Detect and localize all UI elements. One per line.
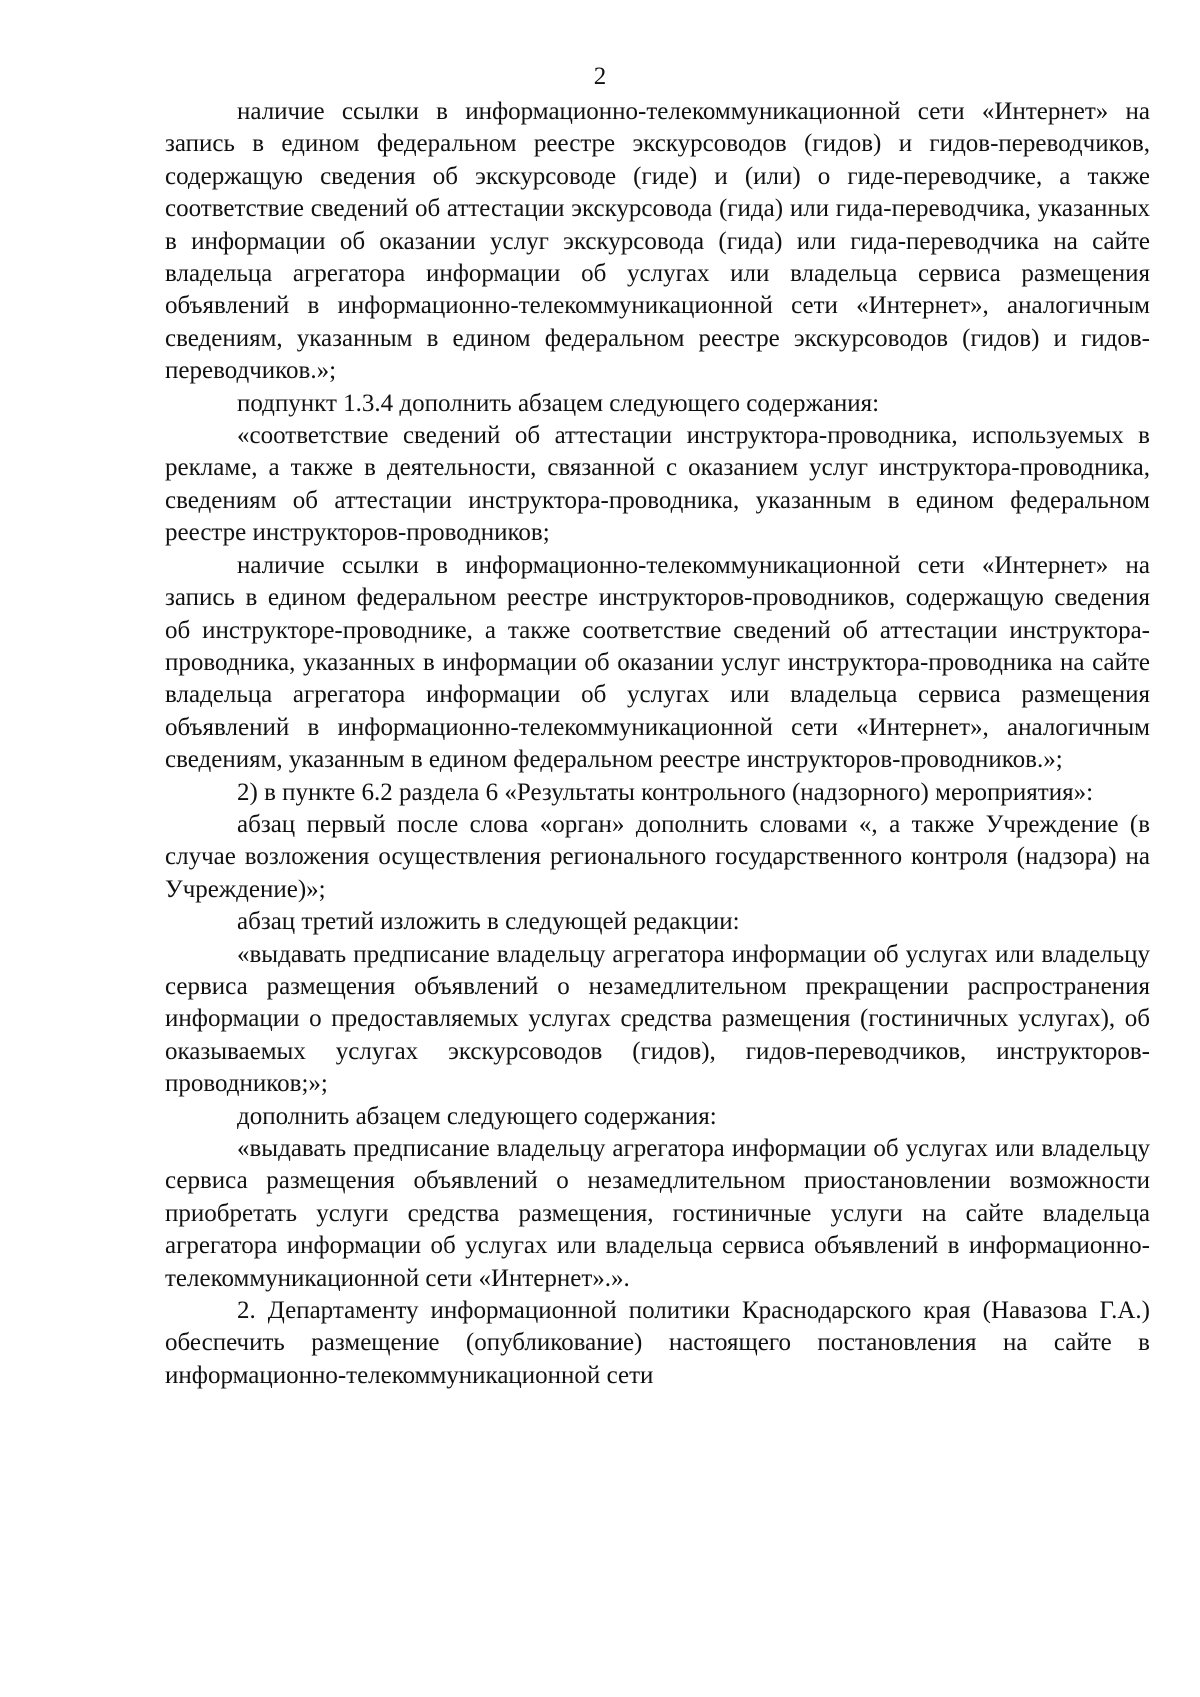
document-body [165,96,1150,1392]
paragraph-prescription-suspend: «выдавать предписание владельцу агрегатора информации об услугах или владельцу сервиса размещения объявлений о незамедлительном приостановлении возможности приобретать услуги средства размещения, гостиничные услуги на сайте владельца агрегатора информации об услугах или владельца сервиса объявлений в информационно-телекоммуникационной сети «Интернет».». [165,1135,1150,1292]
paragraph-prescription-stop: «выдавать предписание владельцу агрегатора информации об услугах или владельцу сервиса размещения объявлений о незамедлительном прекращении распространения информации о предоставляемых услугах средства размещения (гостиничных услугах), об оказываемых услугах экскурсоводов (гидов), гидов-переводчиков, инструкторов-проводников;»; [165,940,1150,1098]
paragraph-first-abzac: абзац первый после слова «орган» дополнить словами «, а также Учреждение (в случае возложения осуществления регионального государственного контроля (надзора) на Учреждение)»; [165,810,1150,903]
page-number: 2 [593,63,607,90]
paragraph-guide-link-requirement: наличие ссылки в информационно-телекоммуникационной сети «Интернет» на запись в едином федеральном реестре экскурсоводов (гидов) и гидов-переводчиков, содержащую сведения об экскурсоводе (гиде) и (или) о гиде-переводчике, а также соответствие сведений об аттестации экскурсовода (гида) или гида-переводчика, указанных в информации об оказании услуг экскурсовода (гида) или гида-переводчика на сайте владельца агрегатора информации об услугах или владельца сервиса размещения объявлений в информационно-телекоммуникационной сети «Интернет», аналогичным сведениям, указанным в едином федеральном реестре экскурсоводов (гидов) и гидов-переводчиков.»; [165,98,1150,385]
paragraph-subitem-1-3-4: подпункт 1.3.4 дополнить абзацем следующего содержания: [237,389,880,417]
paragraph-item-6-2: 2) в пункте 6.2 раздела 6 «Результаты контрольного (надзорного) мероприятия»: [237,778,1094,806]
paragraph-instructor-link-requirement: наличие ссылки в информационно-телекоммуникационной сети «Интернет» на запись в едином федеральном реестре инструкторов-проводников, содержащую сведения об инструкторе-проводнике, а также соответствие сведений об аттестации инструктора-проводника, указанных в информации об оказании услуг инструктора-проводника на сайте владельца агрегатора информации об услугах или владельца сервиса размещения объявлений в информационно-телекоммуникационной сети «Интернет», аналогичным сведениям, указанным в едином федеральном реестре инструкторов-проводников.»; [165,551,1150,774]
paragraph-item-2-department: 2. Департаменту информационной политики Краснодарского края (Навазова Г.А.) обеспечить размещение (опубликование) настоящего постановления на сайте в информационно-телекоммуникационной сети [165,1297,1150,1389]
paragraph-instructor-attestation: «соответствие сведений об аттестации инструктора-проводника, используемых в рекламе, а также в деятельности, связанной с оказанием услуг инструктора-проводника, сведениям об аттестации инструктора-проводника, указанным в едином федеральном реестре инструкторов-проводников; [165,422,1150,547]
paragraph-third-abzac: абзац третий изложить в следующей редакции: [237,908,740,936]
paragraph-add-abzac: дополнить абзацем следующего содержания: [237,1102,717,1130]
